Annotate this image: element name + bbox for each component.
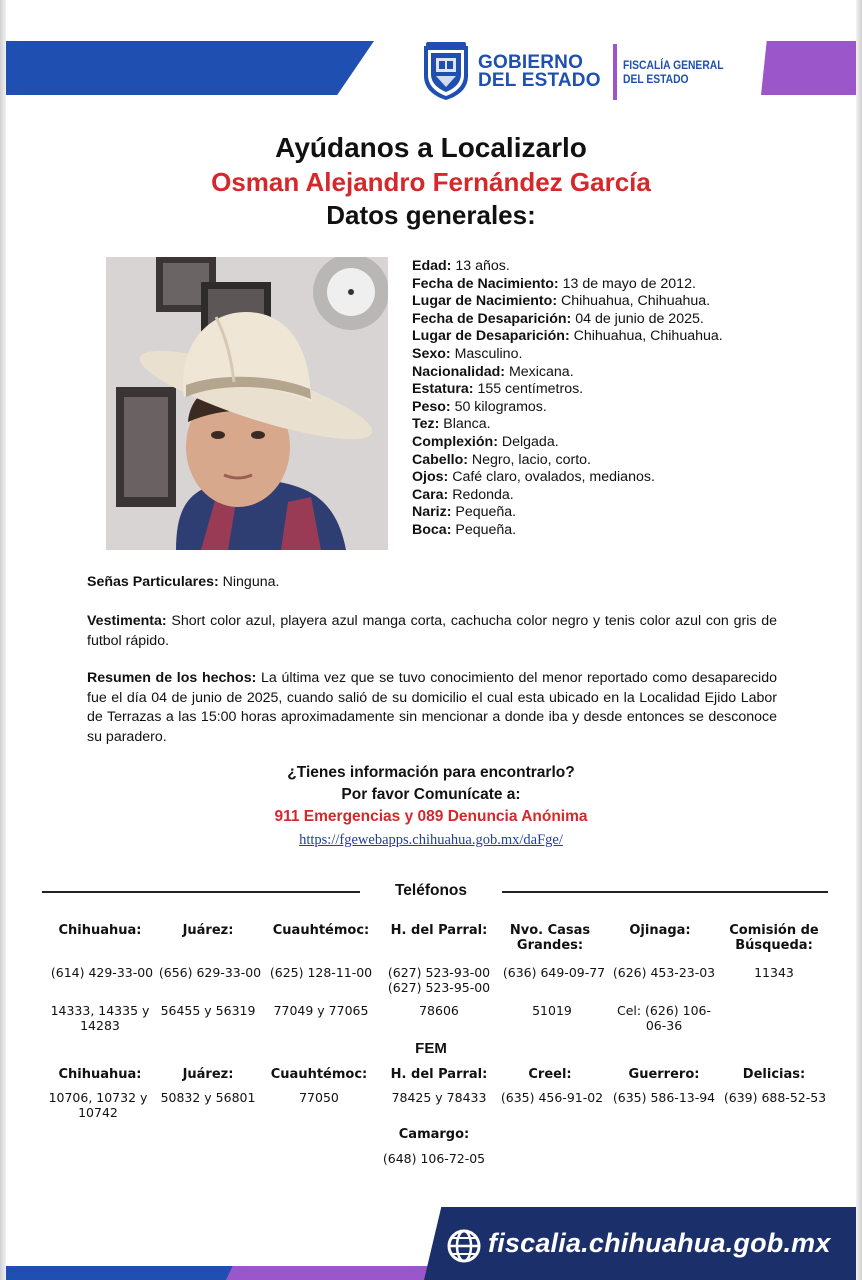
phone-cell: 14333, 14335 y 14283 — [50, 1003, 150, 1033]
detail-row: Fecha de Desaparición: 04 de junio de 2025. — [412, 310, 704, 327]
phone-cell: 78606 — [419, 1003, 459, 1018]
phone-cell: 56455 y 56319 — [160, 1003, 256, 1018]
phone-cell: (656) 629-33-00 — [158, 965, 262, 980]
detail-row: Cara: Redonda. — [412, 486, 514, 503]
detail-row: Lugar de Nacimiento: Chihuahua, Chihuahua. — [412, 293, 711, 310]
gobierno-logo-text — [478, 54, 601, 90]
fiscalia-line2: DEL ESTADO — [623, 72, 689, 86]
fem-header: Cuauhtémoc: — [270, 1067, 368, 1082]
phone-header: Chihuahua: — [58, 923, 142, 938]
report-link-wrap — [6, 832, 856, 849]
detail-row: Fecha de Nacimiento: 13 de mayo de 2012. — [412, 275, 696, 292]
detail-row: Sexo: Masculino. — [412, 345, 523, 362]
detail-row: Complexión: Delgada. — [412, 433, 559, 450]
emergency-numbers: 911 Emergencias y 089 Denuncia Anónima — [274, 808, 588, 825]
phone-header: Cuauhtémoc: — [272, 923, 370, 938]
fem-cell: 10706, 10732 y 10742 — [48, 1090, 148, 1120]
detail-row: Boca: Pequeña. — [412, 521, 517, 538]
resumen-hechos: Resumen de los hechos: La última vez que se tuvo conocimiento del menor reportado como desaparecido fue el día 04 de junio de 2025, cuando salió de su domicilio el cual esta ubicado en la Localidad Ejido Labor de Terrazas a las 15:00 horas aproximadamente sin mencionar a donde iba y desde entonces se desconoce su paradero. — [87, 670, 777, 745]
state-seal-icon — [420, 42, 472, 102]
gobierno-line2: DEL ESTADO — [478, 70, 601, 91]
fem-cell: (635) 586-13-94 — [612, 1090, 716, 1105]
page-edge-left — [0, 0, 6, 1280]
phone-cell: (626) 453-23-03 — [612, 965, 716, 980]
section-title: Datos generales: — [326, 200, 536, 230]
camargo-phone: (648) 106-72-05 — [382, 1151, 486, 1166]
detail-row: Lugar de Desaparición: Chihuahua, Chihuahua. — [412, 328, 723, 345]
fem-header: Juárez: — [182, 1067, 234, 1082]
phone-cell: (627) 523-93-00 (627) 523-95-00 — [387, 965, 491, 995]
footer-purple-band — [226, 1266, 446, 1280]
phone-cell: 11343 — [754, 965, 794, 980]
header-blue-band — [6, 41, 374, 95]
contact-please: Por favor Comunícate a: — [341, 786, 521, 803]
fiscalia-logo-text — [623, 58, 724, 86]
detail-row: Edad: 13 años. — [412, 258, 510, 274]
detail-row: Peso: 50 kilogramos. — [412, 398, 547, 415]
phone-cell: 51019 — [532, 1003, 572, 1018]
page-edge-right — [856, 0, 862, 1280]
senas-particulares: Señas Particulares: Ninguna. — [87, 574, 280, 590]
detail-row: Cabello: Negro, lacio, corto. — [412, 451, 591, 468]
gobierno-line1: GOBIERNO — [478, 52, 584, 73]
fiscalia-line1: FISCALÍA GENERAL — [623, 58, 724, 72]
globe-icon — [446, 1228, 482, 1264]
telefonos-heading: Teléfonos — [394, 882, 468, 899]
fem-cell: 50832 y 56801 — [160, 1090, 256, 1105]
vestimenta: Vestimenta: Short color azul, playera azul manga corta, cachucha color negro y tenis color azul con gris de futbol rápido. — [87, 613, 777, 649]
fem-heading: FEM — [415, 1040, 447, 1057]
phone-header: Nvo. Casas Grandes: — [509, 923, 591, 953]
missing-person-poster — [6, 0, 856, 1280]
person-details-list — [412, 258, 723, 540]
phone-cell: (625) 128-11-00 — [269, 965, 373, 980]
fem-cell: 77050 — [299, 1090, 339, 1105]
fem-header: Delicias: — [742, 1067, 806, 1082]
phone-cell: Cel: (626) 106-06-36 — [616, 1003, 712, 1033]
phone-header: Ojinaga: — [629, 923, 691, 938]
footer-blue-band — [6, 1266, 234, 1280]
detail-row: Ojos: Café claro, ovalados, medianos. — [412, 469, 655, 486]
header-divider — [613, 44, 617, 100]
fem-header: H. del Parral: — [390, 1067, 488, 1082]
detail-row: Nacionalidad: Mexicana. — [412, 363, 574, 380]
fem-cell: (639) 688-52-53 — [723, 1090, 827, 1105]
phone-header: H. del Parral: — [390, 923, 488, 938]
phone-cell: (636) 649-09-77 — [502, 965, 606, 980]
phone-header: Comisión de Búsqueda: — [729, 923, 819, 953]
detail-row: Estatura: 155 centímetros. — [412, 381, 584, 398]
fem-cell: (635) 456-91-02 — [500, 1090, 604, 1105]
fem-header: Creel: — [528, 1067, 572, 1082]
fem-cell: 78425 y 78433 — [391, 1090, 487, 1105]
report-link[interactable]: https://fgewebapps.chihuahua.gob.mx/daFge/ — [299, 832, 563, 848]
poster-title: Ayúdanos a Localizarlo — [275, 132, 587, 163]
contact-question: ¿Tienes información para encontrarlo? — [287, 764, 575, 781]
phone-cell: (614) 429-33-00 — [50, 965, 154, 980]
person-name: Osman Alejandro Fernández García — [211, 167, 651, 197]
footer-website[interactable]: fiscalia.chihuahua.gob.mx — [488, 1228, 831, 1258]
detail-row: Tez: Blanca. — [412, 416, 491, 433]
fem-header: Chihuahua: — [58, 1067, 142, 1082]
phone-cell: 77049 y 77065 — [273, 1003, 369, 1018]
person-photo — [106, 257, 388, 550]
fem-header: Guerrero: — [628, 1067, 700, 1082]
camargo-label: Camargo: — [398, 1127, 470, 1142]
phone-header: Juárez: — [182, 923, 234, 938]
detail-row: Nariz: Pequeña. — [412, 504, 517, 521]
header-purple-band — [761, 41, 856, 95]
